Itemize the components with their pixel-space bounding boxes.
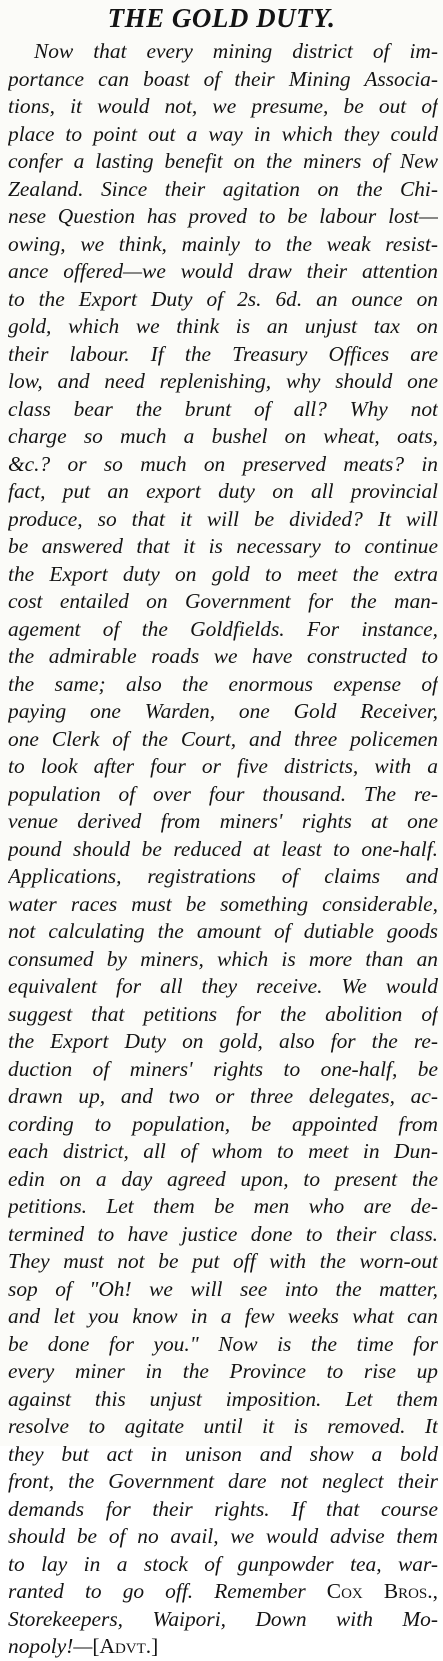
- article-line: be done for you." Now is the time for: [8, 1331, 438, 1356]
- article-line: resolve to agitate until it is removed. It: [8, 1414, 438, 1438]
- article-line: suggest that petitions for the abolition of: [8, 1001, 438, 1026]
- article-body: [8, 38, 438, 1661]
- article-line: should be of no avail, we would advise them: [8, 1524, 438, 1548]
- article-line: fact, put an export duty on all provincial: [8, 479, 438, 503]
- article-line: tions, it would not, we presume, be out of: [8, 94, 438, 118]
- article-line-with-firm: [8, 1578, 438, 1606]
- article-line: one Clerk of the Court, and three policemen: [8, 726, 438, 751]
- article-line: to lay in a stock of gunpowder tea, war-: [8, 1551, 438, 1576]
- article-line: their labour. If the Treasury Offices are: [8, 341, 438, 366]
- article-line: to the Export Duty of 2s. 6d. an ounce on: [8, 286, 438, 311]
- article-line: They must not be put off with the worn-out: [8, 1249, 438, 1273]
- article-line: Applications, registrations of claims and: [8, 864, 438, 888]
- article-line: they but act in unison and show a bold: [8, 1441, 438, 1466]
- article-line: gold, which we think is an unjust tax on: [8, 314, 438, 338]
- article-line-closing: [8, 1633, 438, 1661]
- article-line: front, the Government dare not neglect their: [8, 1469, 438, 1493]
- article-line: to look after four or five districts, with a: [8, 754, 438, 778]
- article-line: paying one Warden, one Gold Receiver,: [8, 699, 438, 723]
- article-line: confer a lasting benefit on the miners of New: [8, 149, 438, 173]
- article-line: population of over four thousand. The re-: [8, 781, 438, 806]
- article-line: water races must be something considerable,: [8, 891, 438, 916]
- article-line: edin on a day agreed upon, to present the: [8, 1166, 438, 1191]
- article-line: demands for their rights. If that course: [8, 1496, 438, 1521]
- article-headline: THE GOLD DUTY.: [107, 3, 336, 33]
- article-line-text: nopoly!—: [8, 1634, 93, 1658]
- article-line: against this unjust imposition. Let them: [8, 1386, 438, 1411]
- article-line: Storekeepers, Waipori, Down with Mo-: [8, 1606, 438, 1631]
- article-line: termined to have justice done to their class.: [8, 1221, 438, 1246]
- article-line: produce, so that it will be divided? It will: [8, 506, 438, 531]
- article-line: Now that every mining district of im-: [34, 39, 438, 63]
- article-line: charge so much a bushel on wheat, oats,: [8, 424, 438, 448]
- article-line: venue derived from miners' rights at one: [8, 809, 438, 833]
- firm-name: Cox Bros.,: [326, 1579, 438, 1603]
- article-line: duction of miners' rights to one-half, be: [8, 1056, 438, 1081]
- article-line: sop of "Oh! we will see into the matter,: [8, 1276, 438, 1301]
- article-line: agement of the Goldfields. For instance,: [8, 616, 438, 641]
- article-line: equivalent for all they receive. We would: [8, 974, 438, 998]
- article-line: class bear the brunt of all? Why not: [8, 396, 438, 421]
- advertisement-tag: [Advt.]: [92, 1634, 159, 1658]
- article-line: and let you know in a few weeks what can: [8, 1304, 438, 1328]
- article-line: low, and need replenishing, why should one: [8, 369, 438, 393]
- article-line: the Export duty on gold to meet the extra: [8, 561, 438, 586]
- article-line: owing, we think, mainly to the weak resist-: [8, 231, 438, 256]
- article-line: every miner in the Province to rise up: [8, 1359, 438, 1383]
- article-line: drawn up, and two or three delegates, ac-: [8, 1084, 438, 1108]
- article-line: place to point out a way in which they could: [8, 121, 438, 146]
- article-line: cost entailed on Government for the man-: [8, 589, 438, 613]
- article-line: be answered that it is necessary to continue: [8, 534, 438, 558]
- article-line: each district, all of whom to meet in Dun-: [8, 1139, 438, 1163]
- article-line: pound should be reduced at least to one-half.: [8, 836, 438, 861]
- article-line: cording to population, be appointed from: [8, 1111, 438, 1136]
- article-line: ance offered—we would draw their attention: [8, 259, 438, 283]
- article-line: portance can boast of their Mining Associa-: [8, 66, 438, 91]
- article-line: nese Question has proved to be labour lost—: [8, 204, 438, 228]
- article-line: &c.? or so much on preserved meats? in: [8, 451, 438, 476]
- article-line-text: ranted to go off. Remember: [8, 1579, 306, 1603]
- article-line: the admirable roads we have constructed to: [8, 644, 438, 668]
- article-line: not calculating the amount of dutiable goods: [8, 919, 438, 943]
- article-line: consumed by miners, which is more than an: [8, 946, 438, 971]
- article-line: Zealand. Since their agitation on the Chi-: [8, 176, 438, 201]
- article-line: petitions. Let them be men who are de-: [8, 1194, 438, 1218]
- article-line: the Export Duty on gold, also for the re-: [8, 1029, 438, 1053]
- article-line: the same; also the enormous expense of: [8, 671, 438, 696]
